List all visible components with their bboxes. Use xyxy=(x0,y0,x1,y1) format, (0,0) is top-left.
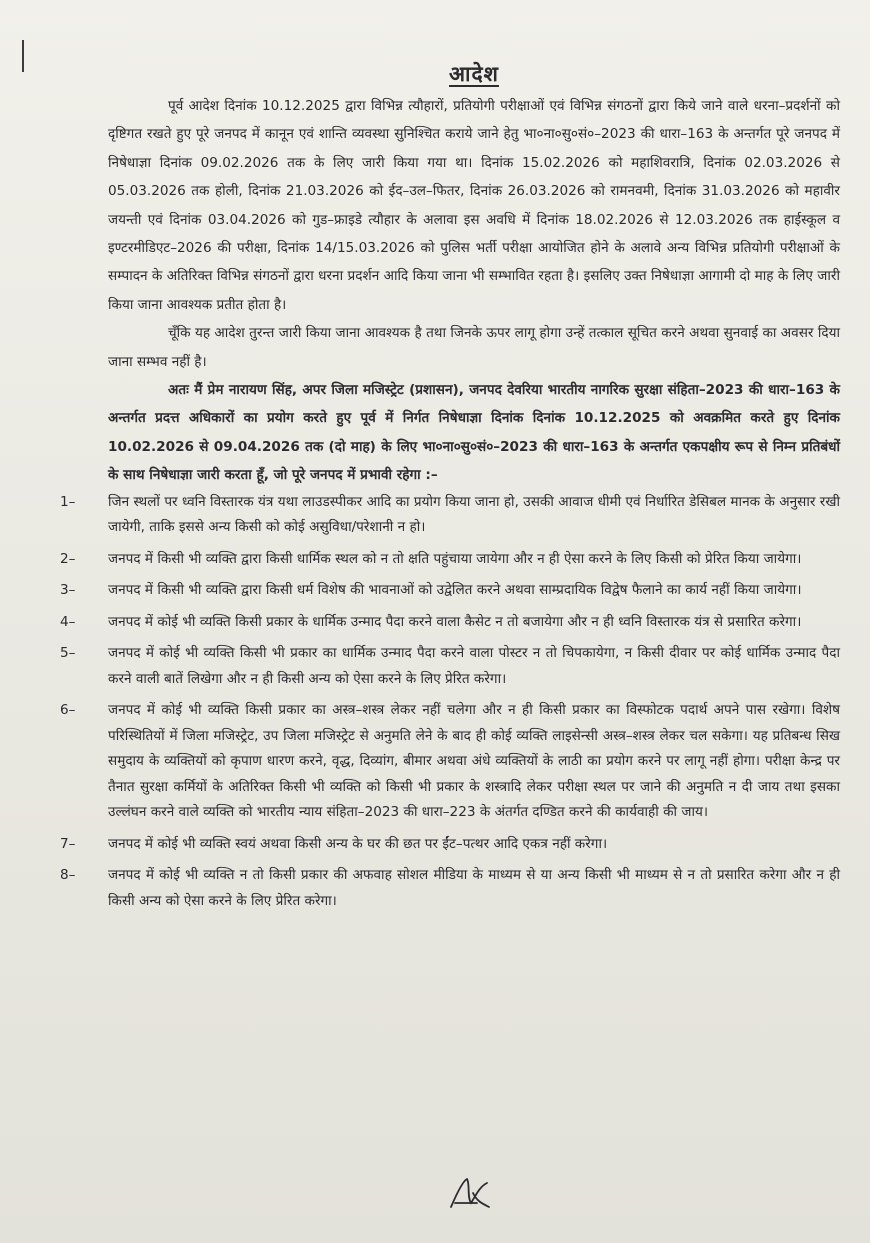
restriction-number: 1– xyxy=(60,493,76,510)
restriction-number: 5– xyxy=(60,645,76,662)
restriction-text: जनपद में कोई भी व्यक्ति किसी प्रकार का अस्त्र–शस्त्र लेकर नहीं चलेगा और न ही किसी प्रकार का विस्फोटक पदार्थ अपने पास रखेगा। विशेष परिस्थितियों में जिला मजिस्ट्रेट, उप जिला मजिस्ट्रेट से अनुमति लेने के बाद ही कोई व्यक्ति लाइसेन्सी अस्त्र–शस्त्र लेकर चल सकेगा। यह प्रतिबन्ध सिख समुदाय के व्यक्तियों को कृपाण धारण करने, वृद्ध, दिव्यांग, बीमार अथवा अंधे व्यक्तियों के लाठी का प्रयोग करने पर लागू नहीं होगा। परीक्षा केन्द्र पर तैनात सुरक्षा कर्मियों के अतिरिक्त किसी भी व्यक्ति को किसी भी प्रकार के शस्त्रादि लेकर परीक्षा स्थल पर जाने की अनुमति न दी जाय तथा इसका उल्लंघन करने वाले व्यक्ति को भारतीय न्याय संहिता–2023 की धारा–223 के अंतर्गत दण्डित करने की कार्यवाही की जाय। xyxy=(108,702,840,821)
restriction-number: 4– xyxy=(60,613,76,630)
restriction-item xyxy=(60,578,840,604)
restriction-item xyxy=(60,698,840,826)
restriction-number: 6– xyxy=(60,702,76,719)
restriction-number: 8– xyxy=(60,867,76,884)
restriction-item xyxy=(60,610,840,636)
restriction-item xyxy=(60,547,840,573)
signature xyxy=(447,1173,493,1213)
restriction-text: जिन स्थलों पर ध्वनि विस्तारक यंत्र यथा लाउडस्पीकर आदि का प्रयोग किया जाना हो, उसकी आवाज धीमी एवं निर्धारित डेसिबल मानक के अनुसार रखी जायेगी, ताकि इससे अन्य किसी को कोई असुविधा/परेशानी न हो। xyxy=(108,493,840,536)
margin-mark xyxy=(22,40,24,72)
restriction-item xyxy=(60,490,840,541)
paragraph-order: अतः मैं प्रेम नारायण सिंह, अपर जिला मजिस्ट्रेट (प्रशासन), जनपद देवरिया भारतीय नागरिक सुरक्षा संहिता–2023 की धारा–163 के अन्तर्गत प्रदत्त अधिकारों का प्रयोग करते हुए पूर्व में निर्गत निषेधाज्ञा दिनांक दिनांक 10.12.2025 को अवक्रमित करते हुए दिनांक 10.02.2026 से 09.04.2026 तक (दो माह) के लिए भा०ना०सु०सं०–2023 की धारा–163 के अन्तर्गत एकपक्षीय रूप से निम्न प्रतिबंधों के साथ निषेधाज्ञा जारी करता हूँ, जो पूरे जनपद में प्रभावी रहेगा :– xyxy=(108,382,840,484)
restriction-item xyxy=(60,863,840,914)
restriction-number: 7– xyxy=(60,835,76,852)
restriction-number: 2– xyxy=(60,550,76,567)
paragraph-background: पूर्व आदेश दिनांक 10.12.2025 द्वारा विभिन्न त्यौहारों, प्रतियोगी परीक्षाओं एवं विभिन्न संगठनों द्वारा किये जाने वाले धरना–प्रदर्शनों को दृष्टिगत रखते हुए पूरे जनपद में कानून एवं शान्ति व्यवस्था सुनिश्चित कराये जाने हेतु भा०ना०सु०सं०–2023 की धारा–163 के अन्तर्गत पूरे जनपद में निषेधाज्ञा दिनांक 09.02.2026 तक के लिए जारी किया गया था। दिनांक 15.02.2026 को महाशिवरात्रि, दिनांक 02.03.2026 से 05.03.2026 तक होली, दिनांक 21.03.2026 को ईद–उल–फितर, दिनांक 26.03.2026 को रामनवमी, दिनांक 31.03.2026 को महावीर जयन्ती एवं दिनांक 03.04.2026 को गुड–फ्राइडे त्यौहार के अलावा इस अवधि में दिनांक 18.02.2026 से 12.03.2026 तक हाईस्कूल व इण्टरमीडिएट–2026 की परीक्षा, दिनांक 14/15.03.2026 को पुलिस भर्ती परीक्षा आयोजित होने के अलावे अन्य विभिन्न प्रतियोगी परीक्षाओं के सम्पादन के अतिरिक्त विभिन्न संगठनों द्वारा धरना प्रदर्शन आदि किया जाना भी सम्भावित रहता है। इसलिए उक्त निषेधाज्ञा आगामी दो माह के लिए जारी किया जाना आवश्यक प्रतीत होता है। xyxy=(108,98,840,313)
restriction-text: जनपद में कोई भी व्यक्ति न तो किसी प्रकार की अफवाह सोशल मीडिया के माध्यम से या अन्य किसी भी माध्यम से न तो प्रसारित करेगा और न ही किसी अन्य को ऐसा करने के लिए प्रेरित करेगा। xyxy=(108,867,840,909)
restriction-text: जनपद में किसी भी व्यक्ति द्वारा किसी धार्मिक स्थल को न तो क्षति पहुंचाया जायेगा और न ही ऐसा करने के लिए किसी को प्रेरित किया जायेगा। xyxy=(108,550,802,567)
restriction-text: जनपद में किसी भी व्यक्ति द्वारा किसी धर्म विशेष की भावनाओं को उद्वेलित करने अथवा साम्प्रदायिक विद्वेष फैलाने का कार्य नहीं किया जायेगा। xyxy=(108,582,802,599)
restrictions-list xyxy=(60,490,840,915)
restriction-item xyxy=(60,832,840,858)
document-title: आदेश xyxy=(449,62,499,86)
restriction-text: जनपद में कोई भी व्यक्ति किसी भी प्रकार का धार्मिक उन्माद पैदा करने वाला पोस्टर न तो चिपकायेगा, न किसी दीवार पर कोई धार्मिक उन्माद पैदा करने वाली बातें लिखेगा और न ही किसी अन्य को ऐसा करने के लिए प्रेरित करेगा। xyxy=(108,645,840,687)
restriction-text: जनपद में कोई भी व्यक्ति स्वयं अथवा किसी अन्य के घर की छत पर ईंट–पत्थर आदि एकत्र नहीं करेगा। xyxy=(108,835,608,852)
paragraph-urgency: चूँकि यह आदेश तुरन्त जारी किया जाना आवश्यक है तथा जिनके ऊपर लागू होगा उन्हें तत्काल सूचित करने अथवा सुनवाई का अवसर दिया जाना सम्भव नहीं है। xyxy=(108,325,840,370)
restriction-text: जनपद में कोई भी व्यक्ति किसी प्रकार के धार्मिक उन्माद पैदा करने वाला कैसेट न तो बजायेगा और न ही ध्वनि विस्तारक यंत्र से प्रसारित करेगा। xyxy=(108,613,802,630)
restriction-item xyxy=(60,641,840,692)
restriction-number: 3– xyxy=(60,582,76,599)
